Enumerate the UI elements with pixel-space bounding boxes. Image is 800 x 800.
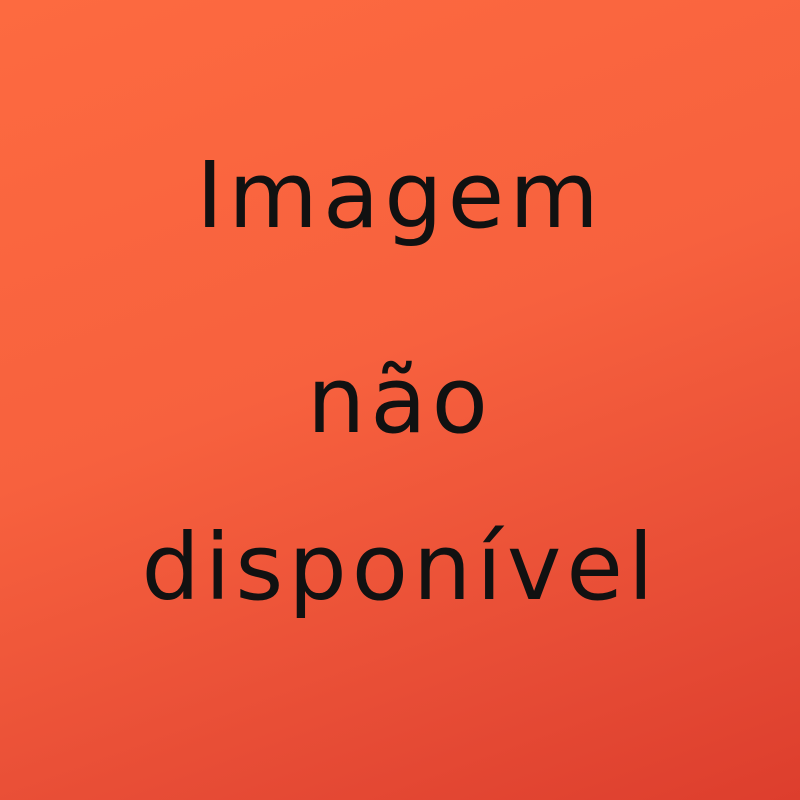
- placeholder-text-line-1: Imagem: [196, 142, 604, 249]
- placeholder-text-line-2: não: [307, 347, 493, 454]
- placeholder-text-line-3: disponível: [141, 514, 659, 621]
